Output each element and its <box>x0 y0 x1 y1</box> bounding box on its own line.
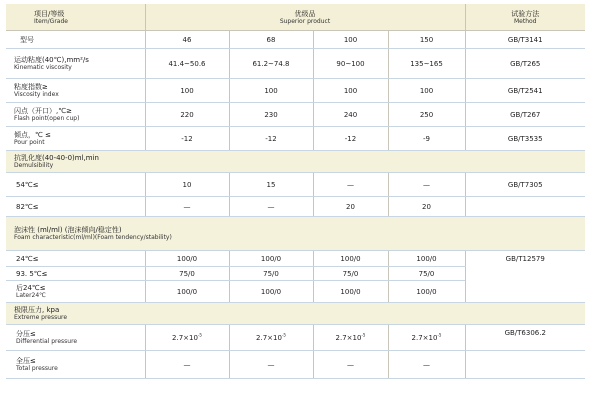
spec-table <box>6 4 585 379</box>
cell-value: 220 <box>145 103 229 127</box>
row-label: 93. 5℃≤ <box>6 267 145 281</box>
cell-value: 100/0 <box>229 251 313 267</box>
cell-value: 135~165 <box>388 49 465 79</box>
cell-value: 61.2~74.8 <box>229 49 313 79</box>
cell-value: 100/0 <box>313 281 388 303</box>
cell-value: 100/0 <box>145 251 229 267</box>
cell-method: GB/T12579 <box>465 251 585 303</box>
cell-value: — <box>313 173 388 197</box>
cell-method: GB/T7305 <box>465 173 585 197</box>
grade-46: 46 <box>145 31 229 49</box>
cell-value: 41.4~50.6 <box>145 49 229 79</box>
cell-value: 250 <box>388 103 465 127</box>
table-row <box>6 173 585 197</box>
table-row <box>6 325 585 351</box>
cell-value: 15 <box>229 173 313 197</box>
cell-method: GB/T6306.2 <box>465 325 585 351</box>
section-label: 抗乳化度(40-40-0)ml,min Demulsibility <box>6 151 585 173</box>
cell-value: 75/0 <box>313 267 388 281</box>
cell-value: 75/0 <box>229 267 313 281</box>
cell-value: 100/0 <box>388 281 465 303</box>
cell-method-empty <box>465 351 585 379</box>
cell-value: — <box>229 197 313 217</box>
cell-value: — <box>388 351 465 379</box>
spec-table-container <box>6 4 585 379</box>
table-row <box>6 49 585 79</box>
cell-value: 100/0 <box>145 281 229 303</box>
row-label: 运动粘度(40℃),mm²/s Kinematic viscosity <box>6 49 145 79</box>
cell-value: 90~100 <box>313 49 388 79</box>
cell-value: -12 <box>229 127 313 151</box>
cell-value: 230 <box>229 103 313 127</box>
row-label: 后24℃≤ Later24℃ <box>6 281 145 303</box>
section-foam <box>6 217 585 251</box>
table-row <box>6 251 585 267</box>
cell-value: $2.7\times 10^{-5}$ <box>388 325 465 351</box>
grade-68: 68 <box>229 31 313 49</box>
cell-value: 75/0 <box>145 267 229 281</box>
cell-value: $2.7\times 10^{-5}$ <box>313 325 388 351</box>
cell-value: $2.7\times 10^{-5}$ <box>229 325 313 351</box>
model-row <box>6 31 585 49</box>
cell-value: 100 <box>313 79 388 103</box>
cell-value: — <box>229 351 313 379</box>
model-method: GB/T3141 <box>465 31 585 49</box>
row-label: 粘度指数≥ Viscosity index <box>6 79 145 103</box>
row-label: 分压≤ Differential pressure <box>6 325 145 351</box>
table-row <box>6 351 585 379</box>
row-label: 82℃≤ <box>6 197 145 217</box>
row-label: 倾点，℃ ≤ Pour point <box>6 127 145 151</box>
grade-100: 100 <box>313 31 388 49</box>
cell-value: 75/0 <box>388 267 465 281</box>
grade-150: 150 <box>388 31 465 49</box>
cell-value: 240 <box>313 103 388 127</box>
row-label: 24℃≤ <box>6 251 145 267</box>
cell-value: 100 <box>229 79 313 103</box>
cell-value: 100 <box>145 79 229 103</box>
cell-value: — <box>313 351 388 379</box>
table-row <box>6 127 585 151</box>
header-item: 项目/等级 Item/Grade <box>6 4 145 31</box>
cell-value: -12 <box>145 127 229 151</box>
section-extreme-pressure <box>6 303 585 325</box>
header-superior: 优级品 Superior product <box>145 4 465 31</box>
cell-value: — <box>145 197 229 217</box>
cell-value: 10 <box>145 173 229 197</box>
section-demulsibility <box>6 151 585 173</box>
table-row <box>6 79 585 103</box>
cell-value: $2.7\times 10^{-5}$ <box>145 325 229 351</box>
section-label: 极限压力, kpa Extreme pressure <box>6 303 585 325</box>
cell-value: 100/0 <box>229 281 313 303</box>
cell-method-empty <box>465 197 585 217</box>
header-row <box>6 4 585 31</box>
cell-method: GB/T3535 <box>465 127 585 151</box>
model-label: 型号 <box>6 31 145 49</box>
cell-value: — <box>388 173 465 197</box>
cell-value: 100 <box>388 79 465 103</box>
cell-value: -9 <box>388 127 465 151</box>
cell-value: 20 <box>313 197 388 217</box>
cell-value: 100/0 <box>313 251 388 267</box>
row-label: 闪点（开口）,℃≥ Flash point(open cup) <box>6 103 145 127</box>
cell-value: 20 <box>388 197 465 217</box>
section-label: 泡沫性 (ml/ml) (泡沫倾向/稳定性) Foam characteristic(ml/ml)(Foam tendency/stability) <box>6 217 585 251</box>
cell-value: 100/0 <box>388 251 465 267</box>
cell-method: GB/T267 <box>465 103 585 127</box>
row-label: 全压≤ Total pressure <box>6 351 145 379</box>
row-label: 54℃≤ <box>6 173 145 197</box>
table-row <box>6 197 585 217</box>
header-method: 试验方法 Method <box>465 4 585 31</box>
cell-method: GB/T2541 <box>465 79 585 103</box>
table-row <box>6 103 585 127</box>
cell-value: -12 <box>313 127 388 151</box>
cell-method: GB/T265 <box>465 49 585 79</box>
cell-value: — <box>145 351 229 379</box>
